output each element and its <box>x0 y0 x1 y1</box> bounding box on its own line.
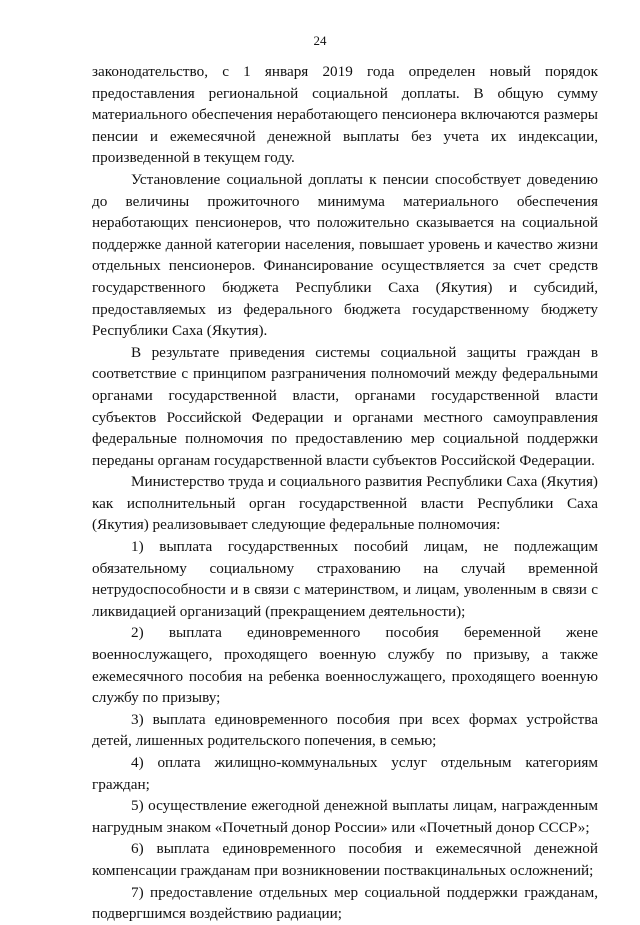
list-item-7: 7) предоставление отдельных мер социальной поддержки гражданам, подвергшимся воздействию радиации; <box>92 883 598 923</box>
paragraph-legislation: законодательство, с 1 января 2019 года определен новый порядок предоставления региональной социальной доплаты. В общую сумму материального обеспечения неработающего пенсионера включаются размеры пенсии и ежемесячной денежной выплаты без учета их индексации, произведенной в текущем году. <box>92 63 598 167</box>
paragraph-social-supplement: Установление социальной доплаты к пенсии способствует доведению до величины прожиточного минимума материального обеспечения неработающих пенсионеров, что положительно сказывается на социальной поддержке данной категории населения, повышает уровень и качество жизни отдельных пенсионеров. Финансирование осуществляется за счет средств государственного бюджета Республики Саха (Якутия) и субсидий, предоставляемых из федерального бюджета государственному бюджету Республики Саха (Якутия). <box>92 170 598 340</box>
list-item-6: 6) выплата единовременного пособия и ежемесячной денежной компенсации гражданам при возникновении поствакцинальных осложнений; <box>92 840 598 879</box>
list-item-3: 3) выплата единовременного пособия при всех формах устройства детей, лишенных родительского попечения, в семью; <box>92 710 598 750</box>
page-number: 24 <box>313 33 327 48</box>
list-item-1: 1) выплата государственных пособий лицам, не подлежащим обязательному социальному страхованию на случай временной нетрудоспособности и в связи с материнством, и лицам, уволенным в связи с ликвидацией организаций (прекращением деятельности); <box>92 538 598 620</box>
list-item-4: 4) оплата жилищно-коммунальных услуг отдельным категориям граждан; <box>92 754 598 793</box>
paragraph-powers-delegation: В результате приведения системы социальной защиты граждан в соответствие с принципом разграничения полномочий между федеральными органами государственной власти, органами государственной власти субъектов Российской Федерации и органами местного самоуправления федеральные полномочия по предоставлению мер социальной поддержки переданы органам государственной власти субъектов Российской Федерации. <box>92 343 598 469</box>
list-item-5: 5) осуществление ежегодной денежной выплаты лицам, награжденным нагрудным знаком «Почетный донор России» или «Почетный донор СССР»; <box>92 797 598 836</box>
list-item-2: 2) выплата единовременного пособия беременной жене военнослужащего, проходящего военную службу по призыву, а также ежемесячного пособия на ребенка военнослужащего, проходящего военную службу по призыву; <box>92 624 598 707</box>
document-body <box>92 61 598 925</box>
paragraph-ministry-powers: Министерство труда и социального развития Республики Саха (Якутия) как исполнительный орган государственной власти Республики Саха (Якутия) реализовывает следующие федеральные полномочия: <box>92 473 598 534</box>
